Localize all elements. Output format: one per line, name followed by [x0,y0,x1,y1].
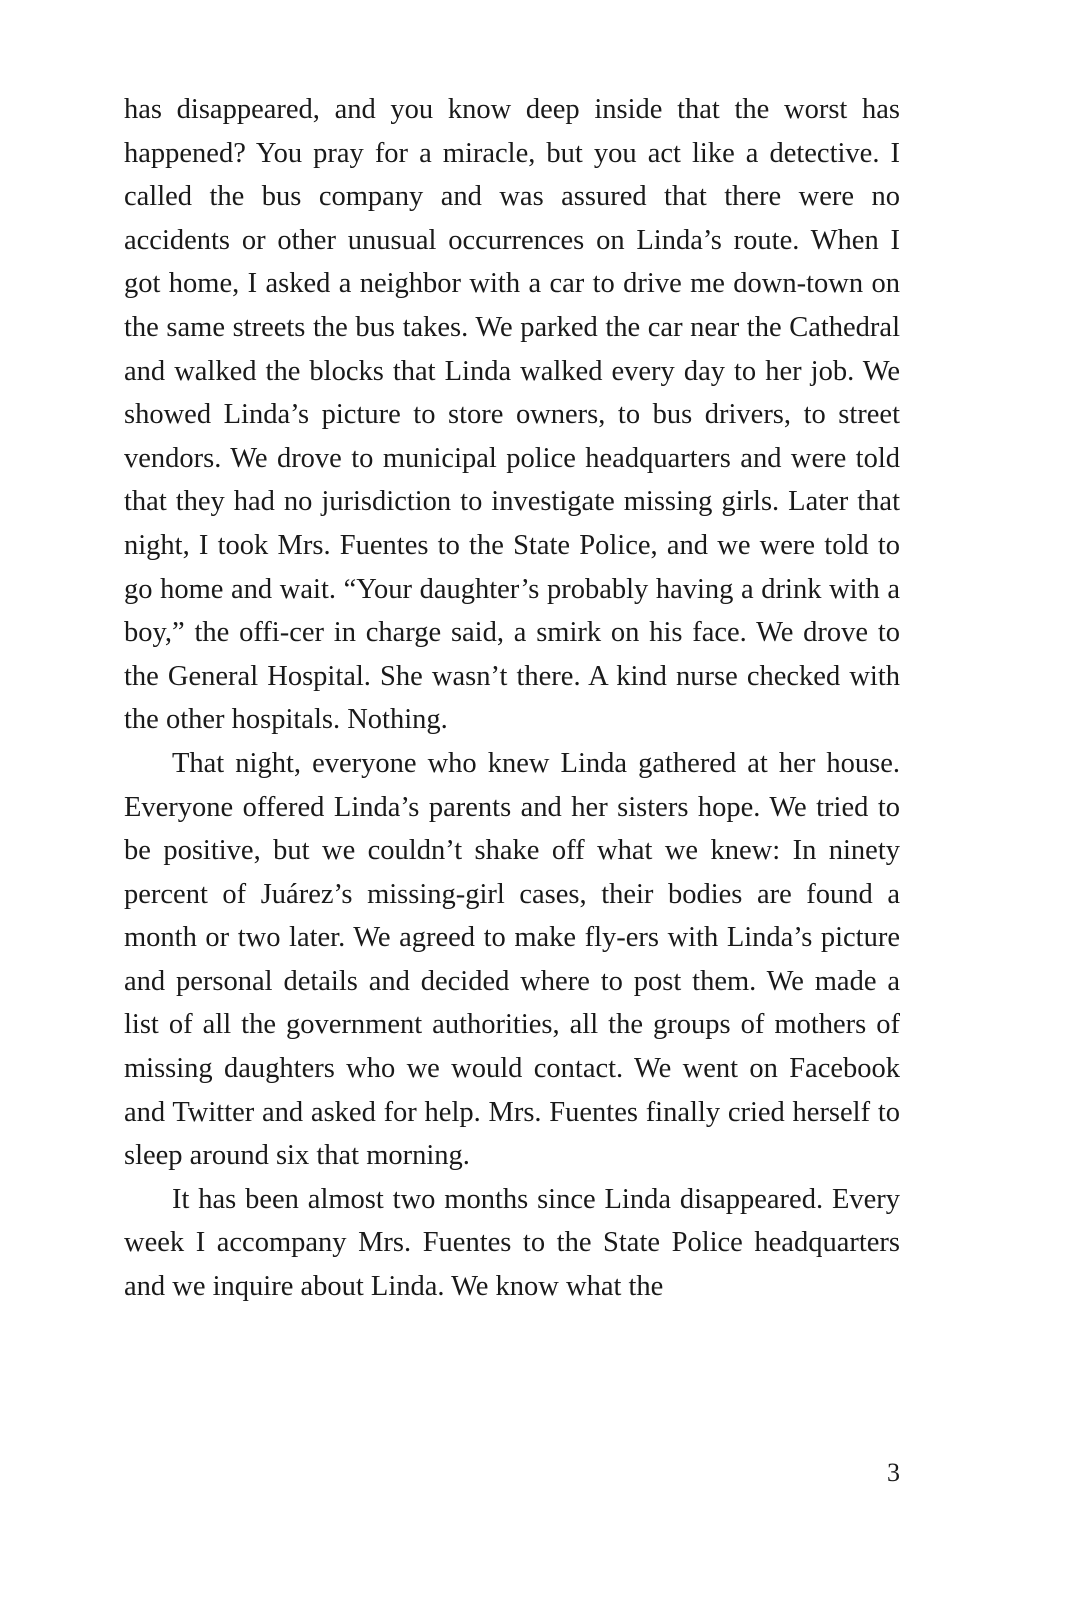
page-number: 3 [887,1458,900,1487]
body-text [124,88,900,1309]
paragraph-continued: has disappeared, and you know deep inside that the worst has happened? You pray for a miracle, but you act like a detective. I called the bus company and was assured that there were no accidents or other unusual occurrences on Linda’s route. When I got home, I asked a neighbor with a car to drive me down-town on the same streets the bus takes. We parked the car near the Cathedral and walked the blocks that Linda walked every day to her job. We showed Linda’s picture to store owners, to bus drivers, to street vendors. We drove to municipal police headquarters and were told that they had no jurisdiction to investigate missing girls. Later that night, I took Mrs. Fuentes to the State Police, and we were told to go home and wait. “Your daughter’s probably having a drink with a boy,” the offi-cer in charge said, a smirk on his face. We drove to the General Hospital. She wasn’t there. A kind nurse checked with the other hospitals. Nothing. [124,94,900,736]
paragraph-two-months: It has been almost two months since Linda disappeared. Every week I accompany Mrs. Fuentes to the State Police headquarters and we inquire about Linda. We know what the [124,1183,900,1303]
paragraph-gathering: That night, everyone who knew Linda gathered at her house. Everyone offered Linda’s parents and her sisters hope. We tried to be positive, but we couldn’t shake off what we knew: In ninety percent of Juárez’s missing-girl cases, their bodies are found a month or two later. We agreed to make fly-ers with Linda’s picture and personal details and decided where to post them. We made a list of all the government authorities, all the groups of mothers of missing daughters who we would contact. We went on Facebook and Twitter and asked for help. Mrs. Fuentes finally cried herself to sleep around six that morning. [124,747,900,1172]
